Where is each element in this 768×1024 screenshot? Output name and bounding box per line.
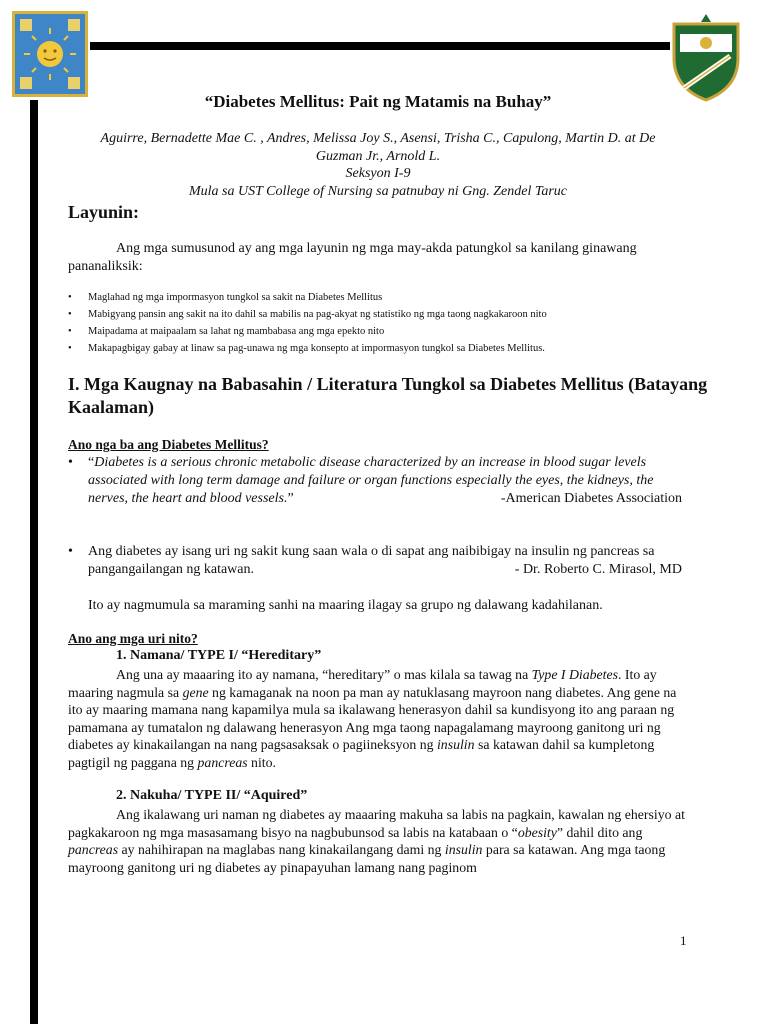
text-run: ” dahil dito ang bbox=[556, 824, 643, 840]
quote-close: ” bbox=[287, 491, 294, 506]
definition-followup: Ito ay nagmumula sa maraming sanhi na maaring ilagay sa grupo ng dalawang kadahilanan. bbox=[88, 598, 603, 613]
type2-heading: 2. Nakuha/ TYPE II/ “Aquired” bbox=[116, 788, 308, 803]
objective-item: • Makapagbigay gabay at linaw sa pag-unawa ng mga konsepto at impormasyon tungkol sa Diabetes Mellitus. bbox=[68, 340, 547, 357]
question-heading: Ano nga ba ang Diabetes Mellitus? bbox=[68, 437, 269, 452]
type1-paragraph bbox=[68, 666, 692, 772]
text-run: ay nahihirapan na maglabas nang kinakailangang dami ng bbox=[118, 842, 445, 858]
type1-heading: 1. Namana/ TYPE I/ “Hereditary” bbox=[116, 648, 322, 663]
text-run: nito. bbox=[247, 754, 276, 770]
emphasis: gene bbox=[182, 684, 209, 700]
objective-item: • Mabigyang pansin ang sakit na ito dahil sa mabilis na pag-akyat ng statistiko ng mga taong nagkakaroon nito bbox=[68, 306, 547, 323]
college-shield-icon bbox=[668, 12, 744, 102]
text-run: sa katawan dahil sa kumpletong pagtigil ng paggana ng bbox=[68, 737, 655, 770]
section-line: Seksyon I-9 bbox=[345, 166, 411, 181]
quote-source: -American Diabetes Association bbox=[500, 491, 682, 506]
left-rule bbox=[30, 100, 38, 1024]
emphasis: obesity bbox=[517, 824, 557, 840]
objectives-list bbox=[68, 289, 547, 357]
definition-text: Ang diabetes ay isang uri ng sakit kung saan wala o di sapat ang naibibigay na insulin ng pancreas sa pangangailangan ng katawan. bbox=[88, 544, 655, 577]
page-number: 1 bbox=[680, 933, 687, 948]
authors-line: Guzman Jr., Arnold L. bbox=[315, 148, 441, 164]
bullet-dot: • bbox=[68, 544, 73, 559]
text-run: para sa katawan. Ang mga taong mayroong ganitong uri ng diabetes ay pinapayuhan lamang nang paginom bbox=[68, 842, 666, 875]
definition-quote bbox=[68, 454, 682, 508]
emphasis: pancreas bbox=[197, 754, 248, 770]
ust-crest-icon bbox=[12, 11, 88, 97]
text-run: Ang ikalawang uri naman ng diabetes ay maaaring makuha sa labis na pagkain, kawalan ng ehersiyo at pagkakaroon ng mga masasamang bisyo na nagbubunsod sa labis na katabaan o “ bbox=[68, 807, 685, 840]
bullet-dot: • bbox=[68, 455, 73, 470]
affiliation-line: Mula sa UST College of Nursing sa patnubay ni Gng. Zendel Taruc bbox=[188, 183, 568, 199]
authors-line: Aguirre, Bernadette Mae C. , Andres, Melissa Joy S., Asensi, Trisha C., Capulong, Martin D. at De bbox=[100, 131, 656, 146]
layunin-heading: Layunin: bbox=[68, 202, 140, 222]
objective-item: • Maipadama at maipaalam sa lahat ng mambabasa ang mga epekto nito bbox=[68, 323, 547, 340]
type2-paragraph bbox=[68, 806, 692, 876]
authors-block bbox=[68, 130, 688, 200]
quote-open: “ bbox=[88, 455, 95, 470]
section-heading: I. Mga Kaugnay na Babasahin / Literatura Tungkol sa Diabetes Mellitus (Batayang Kaalaman) bbox=[68, 374, 708, 417]
question-heading: Ano ang mga uri nito? bbox=[68, 631, 198, 646]
intro-paragraph: Ang mga sumusunod ay ang mga layunin ng mga may-akda patungkol sa kanilang ginawang pananaliksik: bbox=[68, 241, 637, 274]
objective-item: • Maglahad ng mga impormasyon tungkol sa sakit na Diabetes Mellitus bbox=[68, 289, 547, 306]
emphasis: pancreas bbox=[68, 842, 119, 858]
emphasis: insulin bbox=[436, 737, 475, 753]
text-run: ng kamaganak na noon pa man ay natuklasang mayroon nang diabetes. Ang gene na ito ay maaring mamana nang kapamilya mula sa ikalawang henerasyon dahil sa kundisyong ito ang paraan ng pamamana ay tumatalon ng dalawang henerasyon Ang mga taong napagalamang mayroong ganitong uri ng diabetes ay kinakailangan na nang pagsasaksak o pagiineksyon ng bbox=[68, 684, 677, 753]
definition-local bbox=[68, 543, 682, 579]
emphasis: insulin bbox=[444, 842, 483, 858]
emphasis: Type I Diabetes bbox=[531, 667, 618, 682]
text-run: . Ito ay maaring nagmula sa bbox=[68, 667, 657, 700]
top-rule bbox=[90, 42, 670, 50]
definition-source: - Dr. Roberto C. Mirasol, MD bbox=[514, 562, 682, 577]
document-title: “Diabetes Mellitus: Pait ng Matamis na Buhay” bbox=[204, 92, 552, 111]
text-run: Ang una ay maaaring ito ay namana, “hereditary” o mas kilala sa tawag na bbox=[116, 667, 532, 682]
quote-text: Diabetes is a serious chronic metabolic disease characterized by an increase in blood sugar levels associated with long term damage and failure or organ functions especially the eyes, the kidneys, the nerves, the heart and blood vessels. bbox=[88, 455, 654, 506]
